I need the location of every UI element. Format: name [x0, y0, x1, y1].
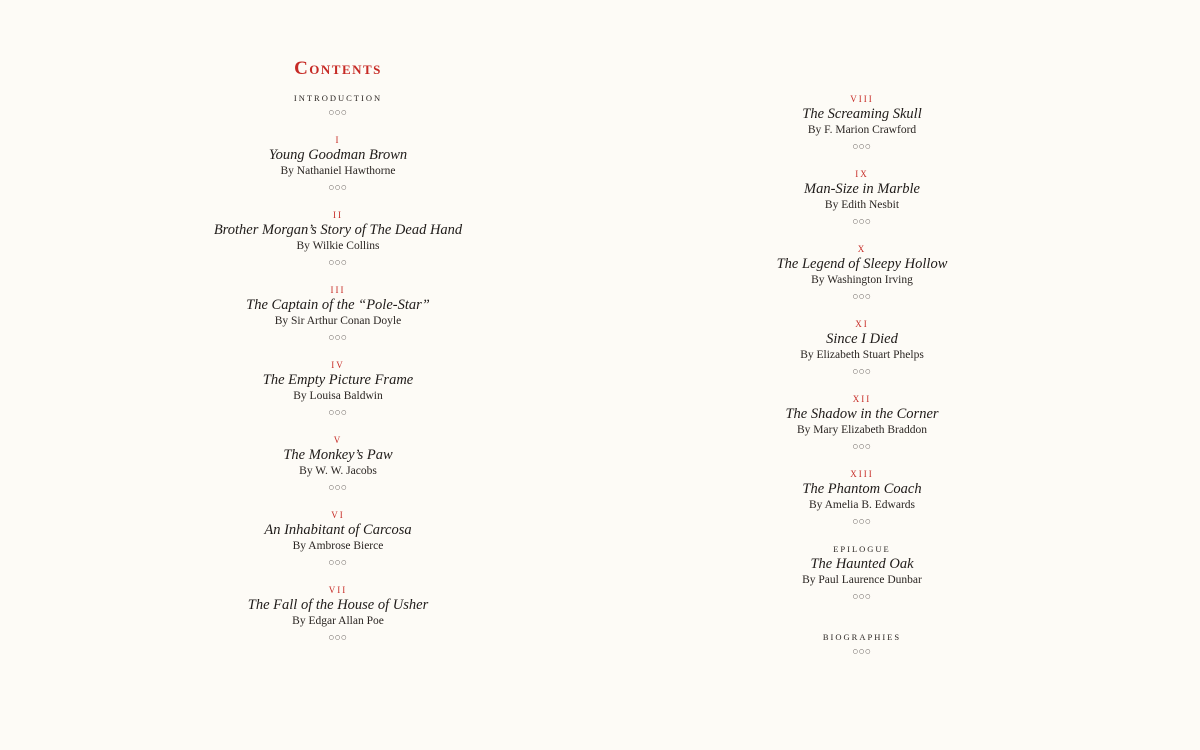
left-page [188, 0, 488, 644]
chapter-numeral: V [333, 435, 343, 445]
introduction-entry[interactable] [294, 92, 382, 119]
toc-entry-7[interactable] [248, 584, 428, 644]
ornament-divider: ○○○ [852, 143, 872, 150]
epilogue-label: EPILOGUE [833, 544, 891, 554]
toc-entry-3[interactable] [246, 284, 430, 344]
ornament-divider: ○○○ [328, 259, 348, 266]
story-author: By F. Marion Crawford [807, 124, 917, 136]
toc-entry-13[interactable] [802, 468, 921, 528]
story-title: The Screaming Skull [802, 106, 922, 122]
toc-entry-8[interactable] [802, 93, 921, 153]
story-author: By Paul Laurence Dunbar [802, 574, 922, 586]
chapter-numeral: XII [852, 394, 872, 404]
toc-entry-4[interactable] [263, 359, 413, 419]
story-author: By Wilkie Collins [296, 240, 380, 252]
contents-heading-block [294, 58, 382, 80]
chapter-numeral: II [333, 210, 343, 220]
ornament-divider: ○○○ [852, 443, 872, 450]
story-title: Brother Morgan’s Story of The Dead Hand [213, 222, 463, 238]
story-author: By W. W. Jacobs [299, 465, 377, 477]
chapter-numeral: VII [328, 585, 348, 595]
ornament-divider: ○○○ [852, 293, 872, 300]
ornament-divider: ○○○ [328, 184, 348, 191]
story-author: By Edgar Allan Poe [292, 615, 384, 627]
story-author: By Elizabeth Stuart Phelps [800, 349, 924, 361]
toc-entry-5[interactable] [283, 434, 392, 494]
story-author: By Amelia B. Edwards [808, 499, 916, 511]
introduction-label: INTRODUCTION [293, 93, 383, 103]
story-author: By Ambrose Bierce [292, 540, 384, 552]
story-title: The Legend of Sleepy Hollow [776, 256, 948, 272]
story-title: The Captain of the “Pole-Star” [246, 297, 430, 313]
chapter-numeral: I [335, 135, 341, 145]
chapter-numeral: X [857, 244, 867, 254]
chapter-numeral: IX [855, 169, 869, 179]
ornament-divider: ○○○ [852, 218, 872, 225]
story-author: By Edith Nesbit [824, 199, 900, 211]
biographies-entry[interactable] [823, 631, 901, 658]
ornament-divider: ○○○ [852, 648, 872, 655]
toc-entry-12[interactable] [785, 393, 938, 453]
story-title: The Empty Picture Frame [262, 372, 414, 388]
chapter-numeral: VI [331, 510, 345, 520]
story-author: By Washington Irving [811, 274, 913, 286]
toc-entry-epilogue[interactable] [802, 543, 922, 603]
contents-heading: Contents [294, 58, 382, 79]
story-title: The Phantom Coach [802, 481, 922, 497]
story-title: The Fall of the House of Usher [247, 597, 429, 613]
ornament-divider: ○○○ [328, 409, 348, 416]
ornament-divider: ○○○ [328, 109, 348, 116]
ornament-divider: ○○○ [328, 559, 348, 566]
chapter-numeral: IV [331, 360, 345, 370]
ornament-divider: ○○○ [328, 634, 348, 641]
story-title: Man-Size in Marble [804, 181, 920, 197]
toc-entry-11[interactable] [800, 318, 924, 378]
chapter-numeral: XI [855, 319, 869, 329]
ornament-divider: ○○○ [328, 334, 348, 341]
ornament-divider: ○○○ [852, 518, 872, 525]
story-author: By Sir Arthur Conan Doyle [274, 315, 402, 327]
biographies-label: BIOGRAPHIES [822, 632, 902, 642]
toc-entry-10[interactable] [777, 243, 948, 303]
story-author: By Louisa Baldwin [293, 390, 383, 402]
story-author: By Mary Elizabeth Braddon [797, 424, 927, 436]
ornament-divider: ○○○ [852, 368, 872, 375]
toc-entry-1[interactable] [269, 134, 407, 194]
story-title: The Haunted Oak [810, 556, 914, 572]
toc-entry-2[interactable] [214, 209, 462, 269]
toc-entry-6[interactable] [264, 509, 411, 569]
right-page [712, 0, 1012, 658]
toc-entry-9[interactable] [804, 168, 920, 228]
story-author: By Nathaniel Hawthorne [280, 165, 396, 177]
story-title: Young Goodman Brown [268, 147, 408, 163]
story-title: An Inhabitant of Carcosa [264, 522, 412, 538]
ornament-divider: ○○○ [852, 593, 872, 600]
chapter-numeral: III [330, 285, 346, 295]
story-title: Since I Died [826, 331, 898, 347]
story-title: The Monkey’s Paw [283, 447, 393, 463]
chapter-numeral: XIII [850, 469, 874, 479]
ornament-divider: ○○○ [328, 484, 348, 491]
chapter-numeral: VIII [850, 94, 874, 104]
story-title: The Shadow in the Corner [785, 406, 939, 422]
